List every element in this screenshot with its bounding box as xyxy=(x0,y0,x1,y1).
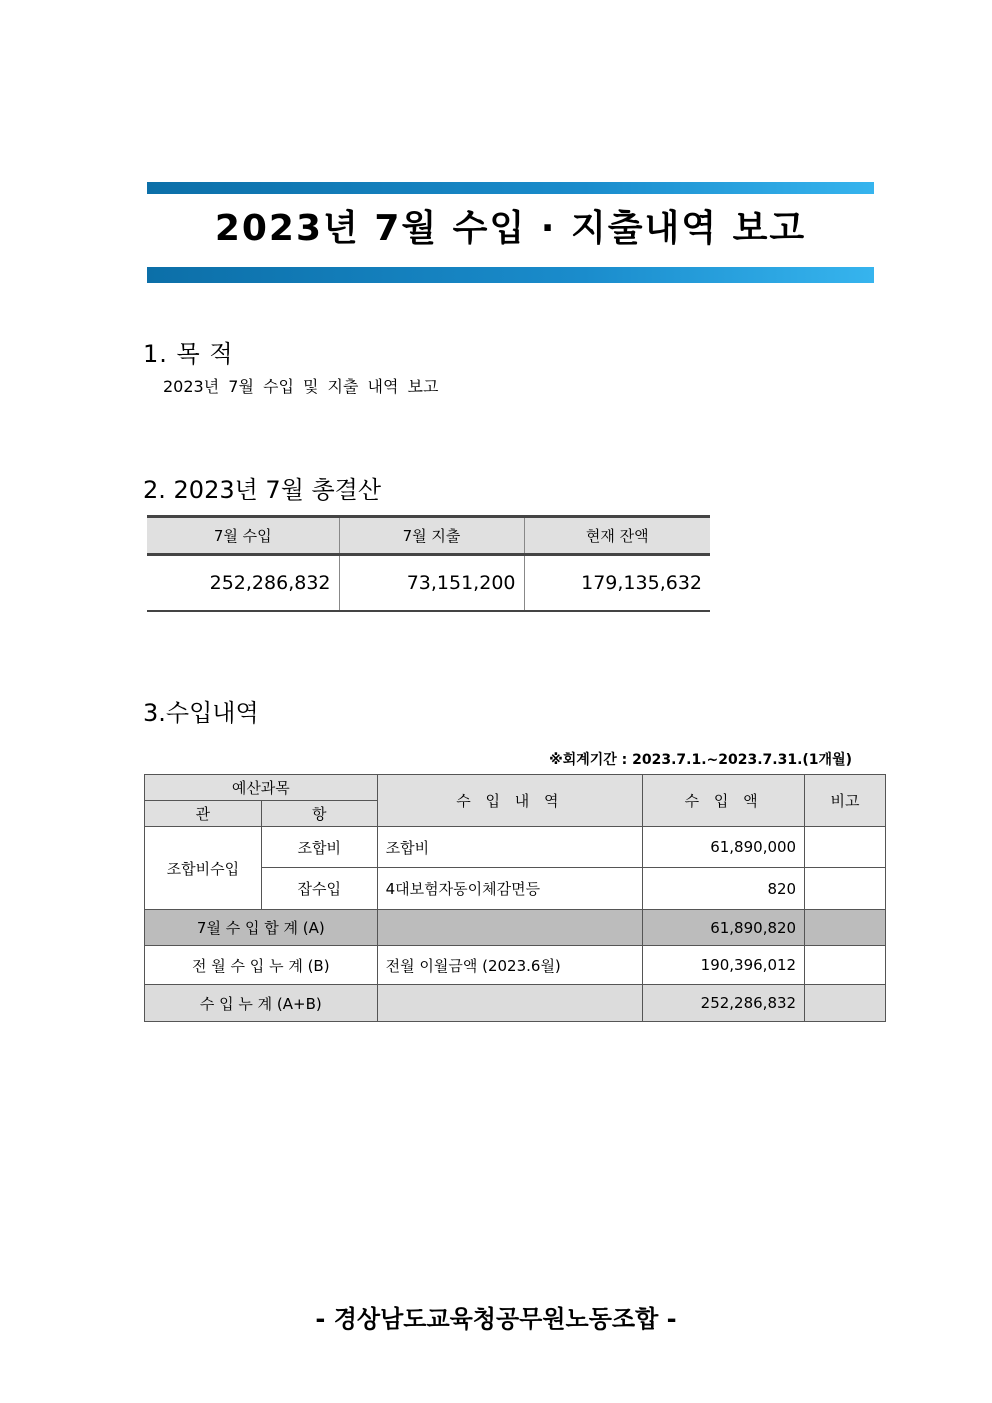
summary-balance-value: 179,135,632 xyxy=(524,555,710,612)
group-label: 조합비수입 xyxy=(145,827,262,910)
sum-amount: 61,890,820 xyxy=(643,910,805,946)
row1-amount: 61,890,000 xyxy=(643,827,805,868)
section1-heading: 1. 목 적 xyxy=(143,340,234,368)
summary-table xyxy=(147,515,710,612)
row1-note xyxy=(805,827,886,868)
summary-header-balance: 현재 잔액 xyxy=(524,517,710,555)
title-bottom-bar xyxy=(147,267,874,283)
header-hang: 항 xyxy=(261,801,377,827)
footer-organization: - 경상남도교육청공무원노동조합 - xyxy=(315,1305,677,1333)
header-amount: 수 입 액 xyxy=(643,775,805,827)
prev-amount: 190,396,012 xyxy=(643,946,805,985)
summary-header-expense: 7월 지출 xyxy=(339,517,524,555)
header-note: 비고 xyxy=(805,775,886,827)
prev-label: 전 월 수 입 누 계 (B) xyxy=(145,946,378,985)
accounting-period: ※회계기간 : 2023.7.1.~2023.7.31.(1개월) xyxy=(549,752,852,768)
accum-label: 수 입 누 계 (A+B) xyxy=(145,985,378,1022)
title-top-bar xyxy=(147,182,874,194)
header-gwan: 관 xyxy=(145,801,262,827)
row1-hang: 조합비 xyxy=(261,827,377,868)
document-title: 2023년 7월 수입 · 지출내역 보고 xyxy=(214,208,807,249)
summary-header-income: 7월 수입 xyxy=(147,517,339,555)
accum-amount: 252,286,832 xyxy=(643,985,805,1022)
sum-detail xyxy=(377,910,643,946)
prev-note xyxy=(805,946,886,985)
summary-income-value: 252,286,832 xyxy=(147,555,339,612)
accum-detail xyxy=(377,985,643,1022)
row1-detail: 조합비 xyxy=(377,827,643,868)
section2-heading: 2. 2023년 7월 총결산 xyxy=(143,476,382,504)
row2-detail: 4대보험자동이체감면등 xyxy=(377,868,643,910)
accum-note xyxy=(805,985,886,1022)
header-budget: 예산과목 xyxy=(145,775,378,801)
sum-label: 7월 수 입 합 계 (A) xyxy=(145,910,378,946)
row2-hang: 잡수입 xyxy=(261,868,377,910)
header-detail: 수 입 내 역 xyxy=(377,775,643,827)
summary-expense-value: 73,151,200 xyxy=(339,555,524,612)
income-table xyxy=(144,774,886,1022)
section3-heading: 3.수입내역 xyxy=(143,699,259,727)
prev-detail: 전월 이월금액 (2023.6월) xyxy=(377,946,643,985)
row2-note xyxy=(805,868,886,910)
row2-amount: 820 xyxy=(643,868,805,910)
section1-body: 2023년 7월 수입 및 지출 내역 보고 xyxy=(163,377,439,396)
sum-note xyxy=(805,910,886,946)
